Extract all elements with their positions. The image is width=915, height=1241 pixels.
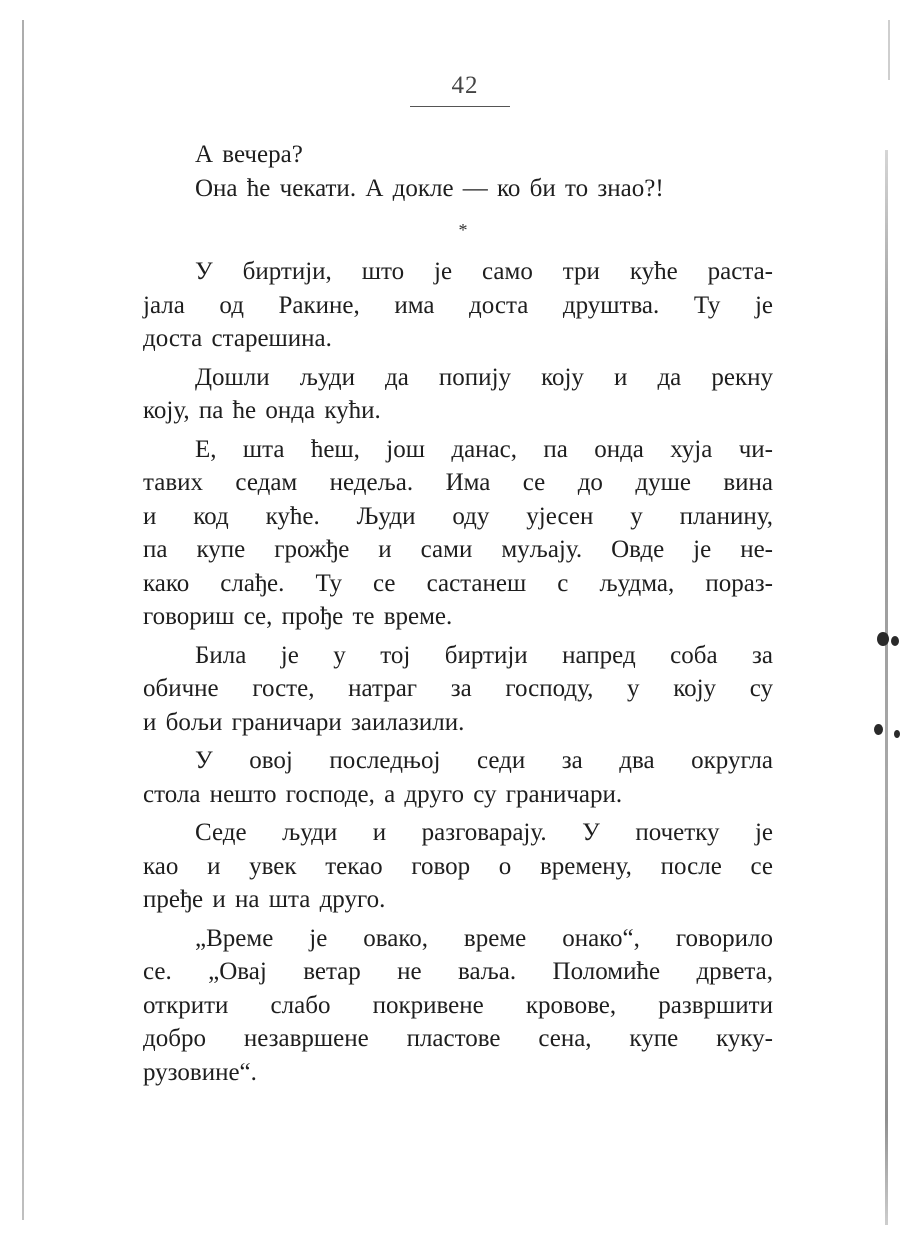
text-line: па купе грожђе и сами муљају. Овде је не- — [143, 536, 773, 563]
text-line: рузовине“. — [143, 1058, 257, 1086]
paragraph — [143, 255, 773, 356]
text-line: и бољи граничари заилазили. — [143, 708, 465, 736]
text-line: Дошли људи да попију коју и да рекну — [195, 363, 773, 391]
scan-left-edge — [22, 20, 24, 1220]
text-line: У овој последњој седи за два округла — [195, 747, 773, 774]
page-number: 42 — [451, 72, 479, 99]
scan-right-edge-top — [888, 20, 890, 80]
text-line: добро незавршене пластове сена, купе куку- — [143, 1025, 773, 1052]
text-line: коју, па ће онда кући. — [143, 397, 381, 424]
text-line: говориш се, прође те време. — [143, 603, 453, 630]
ink-spot — [877, 632, 889, 646]
text-line: пређе и на шта друго. — [143, 886, 386, 913]
dialogue-line: А вечера? — [195, 141, 303, 168]
text-line: „Време је овако, време онако“, говорило — [195, 924, 773, 952]
text-line: као и увек текао говор о времену, после се — [143, 852, 773, 880]
text-line: се. „Овај ветар не ваља. Поломиће дрвета, — [143, 958, 773, 985]
text-line: Била је у тој биртији напред соба за — [195, 641, 773, 669]
text-line: Е, шта ћеш, још данас, па онда хуја чи- — [195, 435, 773, 463]
section-separator: * — [458, 220, 468, 240]
ink-spot — [894, 730, 900, 738]
paragraph — [143, 744, 773, 811]
text-line: обичне госте, натраг за господу, у коју су — [143, 675, 773, 702]
paragraph — [143, 361, 773, 428]
text-line: тавих седам недеља. Има се до душе вина — [143, 469, 773, 496]
text-line: У биртији, што је само три куће раста- — [195, 258, 773, 285]
text-line: доста старешина. — [143, 325, 332, 352]
ink-spot — [891, 636, 899, 646]
paragraph — [143, 639, 773, 740]
paragraph — [143, 433, 773, 634]
body-text — [143, 138, 773, 1089]
text-line: стола нешто господе, а друго су граничари. — [143, 780, 623, 808]
scan-right-edge — [885, 150, 888, 1225]
text-line: јала од Ракине, има доста друштва. Ту је — [143, 291, 773, 319]
text-line: како слађе. Ту се састанеш с људма, пораз- — [143, 569, 773, 597]
text-line: открити слабо покривене кровове, развршити — [143, 991, 773, 1019]
text-line: и код куће. Људи оду ујесен у планину, — [143, 502, 773, 530]
page-number-rule — [410, 106, 510, 107]
text-line: Седе људи и разговарају. У почетку је — [195, 819, 773, 846]
paragraph — [143, 922, 773, 1090]
dialogue-line: Она ће чекати. А докле — ко би то знао?! — [195, 174, 664, 202]
ink-spot — [874, 724, 883, 735]
paragraph — [143, 816, 773, 917]
